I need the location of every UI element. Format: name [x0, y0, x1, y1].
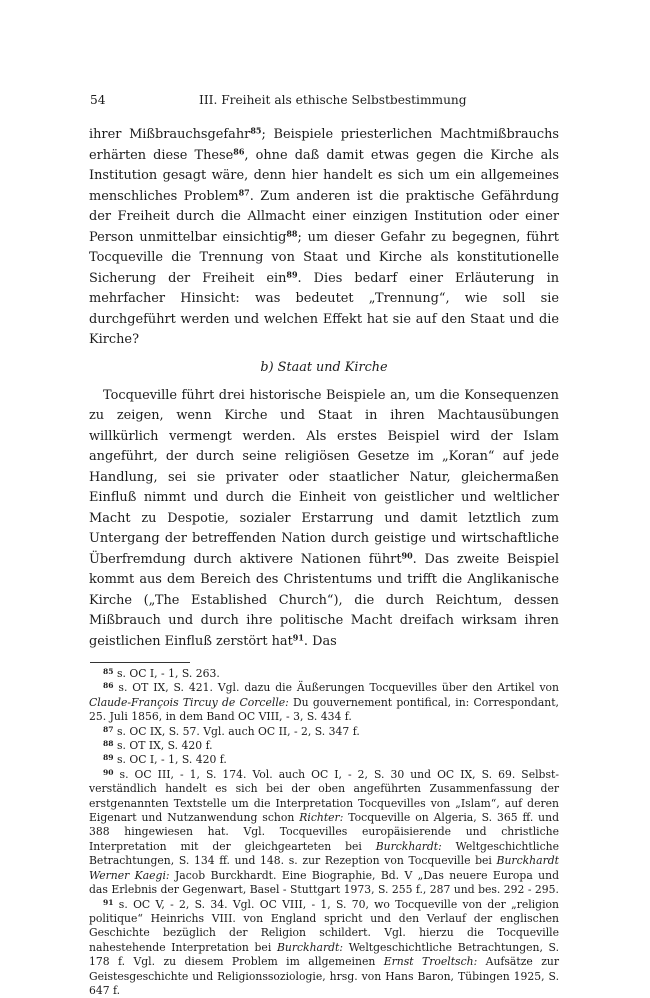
- footnote-text: s. OT IX, S. 420 f.: [114, 739, 213, 752]
- text-segment: . Das zweite Beispiel kommt aus dem Bereich des Christentums und trifft die Anglikanische Kirche („The Established Church“), die durch Reichtum, dessen Mißbrauch und durch ihre politische Macht dreifach wirksam ihren geistlichen Einfluß zerstört hat: [89, 552, 559, 649]
- paragraph: [89, 125, 559, 351]
- paragraph: [89, 386, 559, 653]
- page-number: 54: [90, 90, 106, 110]
- footnote-number: 91: [103, 897, 114, 906]
- footnote-ref[interactable]: 85: [250, 126, 261, 136]
- footnote-text: s. OT IX, S. 421. Vgl. dazu die Äußerungen Tocquevilles über den Artikel von: [114, 681, 559, 694]
- footnote-text: Aufsätze zur Geistesgeschichte und Religionssoziologie, hrsg. von Hans Baron, Tübingen 1925, S. 647 f.: [89, 955, 559, 997]
- footnote-ref[interactable]: 90: [402, 550, 413, 560]
- footnote-text: s. OC I, - 1, S. 420 f.: [114, 753, 227, 766]
- footnote-89: [89, 753, 559, 767]
- footnote-text: Tocqueville on Algeria, S. 365 ff. und 388 hingewiesen hat. Vgl. Tocquevilles europäisierende und christliche Interpretation mit der gleichgearteten bei: [89, 811, 559, 853]
- footnote-88: [89, 739, 559, 753]
- text-segment: . Zum anderen ist die praktische Gefährdung der Freiheit durch die Allmacht einer einzigen Institution oder einer Person unmittelbar einsichtig: [89, 189, 559, 245]
- footnote-number: 89: [103, 753, 114, 762]
- footnote-text: s. OC IX, S. 57. Vgl. auch OC II, - 2, S. 347 f.: [114, 725, 360, 738]
- text-segment: Tocqueville führt drei historische Beispiele an, um die Konsequenzen zu zeigen, wenn Kirche und Staat in ihren Machtausübungen willkürlich vermengt werden. Als erstes Beispiel wird der Islam angeführt, der durch seine religiösen Gesetze im „Koran“ auf jede Handlung, sei sie privater oder staatlicher Natur, gleichermaßen Einfluß nimmt und durch die Einheit von geistlicher und weltlicher Macht zu Despotie, sozialer Erstarrung und damit letztlich zum Untergang der betreffenden Nation durch geistige und wirtschaftliche Überfremdung durch aktivere Nationen führt: [89, 388, 559, 567]
- footnote-separator: [90, 662, 190, 663]
- section-heading: b) Staat und Kirche: [89, 359, 559, 377]
- author-name: Ernst Troeltsch:: [384, 955, 478, 968]
- footnote-ref[interactable]: 87: [239, 187, 250, 197]
- text-segment: , ohne daß damit etwas gegen die Kirche als Institution gesagt wäre, denn hier handelt es sich um ein allgemeines menschliches Problem: [89, 148, 559, 204]
- footnote-text: Weltgeschichtliche Betrachtungen, S. 134 ff. und 148. s. zur Rezeption von Tocqueville bei: [89, 840, 559, 867]
- text-segment: ihrer Mißbrauchsgefahr: [89, 127, 250, 142]
- author-name: Burckhardt:: [277, 941, 343, 954]
- footnote-ref[interactable]: 91: [293, 632, 304, 642]
- footnote-85: [89, 667, 559, 681]
- footnote-text: Jacob Burckhardt. Eine Biographie, Bd. V „Das neuere Europa und das Erlebnis der Gegenwart, Basel - Stuttgart 1973, S. 255 f., 287 und bes. 292 - 295.: [89, 869, 559, 896]
- footnotes: [89, 667, 559, 998]
- footnote-number: 87: [103, 725, 114, 734]
- text-segment: . Dies bedarf einer Erläuterung in mehrfacher Hinsicht: was bedeutet „Trennung“, wie soll sie durchgeführt werden und welchen Effekt hat sie auf den Staat und die Kirche?: [89, 271, 559, 348]
- footnote-text: s. OC III, - 1, S. 174. Vol. auch OC I, - 2, S. 30 und OC IX, S. 69. Selbstverständlich handelt es sich bei der oben angeführten Zusammenfassung der erstgenannten Textstelle um die Interpretation Tocquevilles von „Islam“, auf deren Eigenart und Nutzanwendung schon: [89, 768, 559, 824]
- footnote-ref[interactable]: 86: [233, 146, 244, 156]
- footnote-90: [89, 768, 559, 898]
- footnote-86: [89, 681, 559, 724]
- author-name: Burckhardt Werner Kaegi:: [89, 854, 559, 881]
- footnote-text: Du gouvernement pontifical, in: Correspondant, 25. Juli 1856, in dem Band OC VIII, - 3, S. 434 f.: [89, 696, 559, 723]
- author-name: Richter:: [299, 811, 343, 824]
- footnote-number: 88: [103, 739, 114, 748]
- author-name: Burckhardt:: [376, 840, 442, 853]
- footnote-number: 85: [103, 667, 114, 676]
- running-head: [89, 90, 559, 110]
- footnote-text: Weltgeschichtliche Betrachtungen, S. 178 f. Vgl. zu diesem Problem im allgemeinen: [89, 941, 559, 968]
- footnote-number: 86: [103, 681, 114, 690]
- footnote-text: s. OC V, - 2, S. 34. Vgl. OC VIII, - 1, S. 70, wo Tocqueville von der „religion politique“ Heinrichs VIII. von England spricht und den Verlauf der englischen Geschichte bezüglich der Religion schildert. Vgl. hierzu die Tocqueville nahestehende Interpretation bei: [89, 898, 559, 954]
- footnote-text: s. OC I, - 1, S. 263.: [114, 667, 220, 680]
- text-segment: ; Beispiele priesterlichen Machtmißbrauchs erhärten diese These: [89, 127, 559, 163]
- text-segment: ; um dieser Gefahr zu begegnen, führt Tocqueville die Trennung von Staat und Kirche als konstitutionelle Sicherung der Freiheit ein: [89, 230, 559, 286]
- book-page: [89, 90, 559, 998]
- body-text: [89, 125, 559, 652]
- footnote-91: [89, 898, 559, 998]
- text-segment: . Das: [304, 634, 337, 649]
- running-head-title: III. Freiheit als ethische Selbstbestimmung: [199, 90, 467, 110]
- footnote-number: 90: [103, 768, 114, 777]
- footnote-ref[interactable]: 88: [286, 228, 297, 238]
- author-name: Claude-François Tircuy de Corcelle:: [89, 696, 289, 709]
- footnote-87: [89, 725, 559, 739]
- footnote-ref[interactable]: 89: [286, 269, 297, 279]
